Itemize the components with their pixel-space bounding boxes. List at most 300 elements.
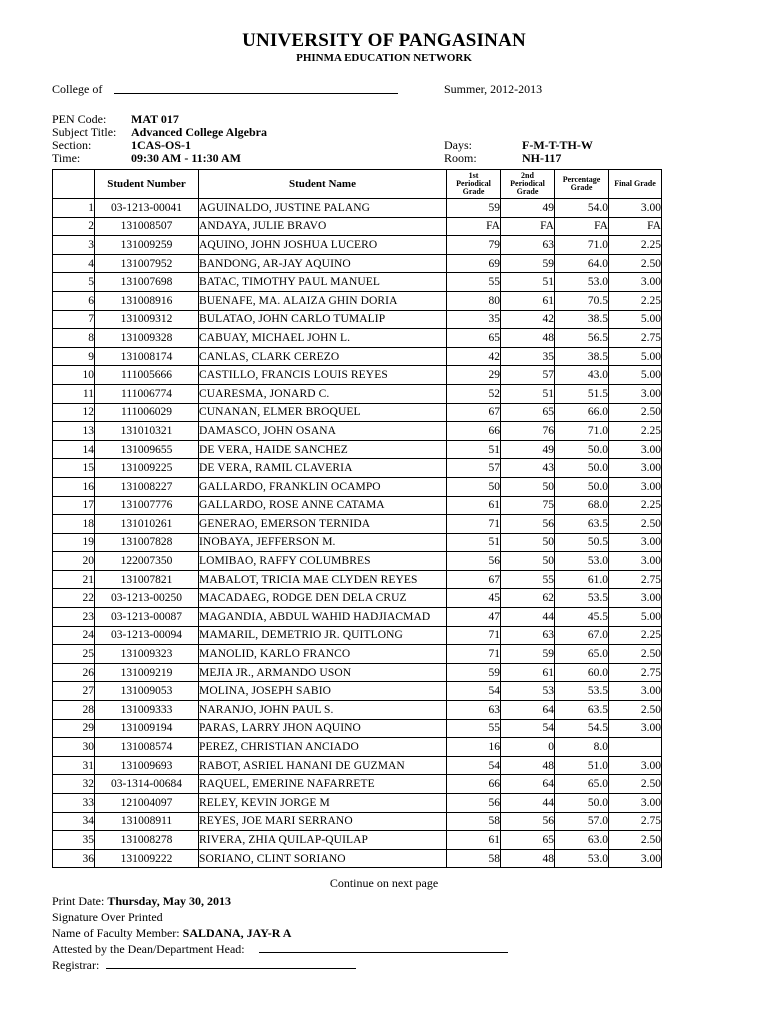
days-value: F-M-T-TH-W xyxy=(522,138,593,152)
first-periodical-grade: 35 xyxy=(447,310,501,329)
second-periodical-grade: 61 xyxy=(501,663,555,682)
table-row xyxy=(53,831,662,850)
row-number: 15 xyxy=(53,459,95,478)
student-name: REYES, JOE MARI SERRANO xyxy=(199,812,447,831)
table-row xyxy=(53,533,662,552)
student-number: 111006774 xyxy=(95,384,199,403)
table-row xyxy=(53,589,662,608)
student-name: MAMARIL, DEMETRIO JR. QUITLONG xyxy=(199,626,447,645)
table-row xyxy=(53,347,662,366)
table-row xyxy=(53,645,662,664)
first-periodical-grade: 54 xyxy=(447,682,501,701)
row-number: 17 xyxy=(53,496,95,515)
student-name: BATAC, TIMOTHY PAUL MANUEL xyxy=(199,273,447,292)
row-number: 7 xyxy=(53,310,95,329)
student-number: 131009333 xyxy=(95,701,199,720)
section-label: Section: xyxy=(52,138,92,152)
subject-title-value: Advanced College Algebra xyxy=(131,125,267,139)
student-name: INOBAYA, JEFFERSON M. xyxy=(199,533,447,552)
first-periodical-grade: 69 xyxy=(447,254,501,273)
table-row xyxy=(53,366,662,385)
table-row xyxy=(53,515,662,534)
table-row xyxy=(53,849,662,868)
second-periodical-grade: 54 xyxy=(501,719,555,738)
percentage-grade: 53.5 xyxy=(555,589,609,608)
percentage-grade: 60.0 xyxy=(555,663,609,682)
pen-code-label: PEN Code: xyxy=(52,112,107,126)
attested-label: Attested by the Dean/Department Head: xyxy=(52,942,245,956)
student-name: CABUAY, MICHAEL JOHN L. xyxy=(199,329,447,348)
first-periodical-grade: 71 xyxy=(447,626,501,645)
student-name: BULATAO, JOHN CARLO TUMALIP xyxy=(199,310,447,329)
percentage-grade: 67.0 xyxy=(555,626,609,645)
table-row xyxy=(53,403,662,422)
student-name: LOMIBAO, RAFFY COLUMBRES xyxy=(199,552,447,571)
row-number: 11 xyxy=(53,384,95,403)
final-grade: 2.25 xyxy=(609,236,662,255)
percentage-grade: 38.5 xyxy=(555,310,609,329)
faculty-line xyxy=(52,926,291,941)
student-number: 131008507 xyxy=(95,217,199,236)
student-number: 131009312 xyxy=(95,310,199,329)
table-row xyxy=(53,477,662,496)
student-name: GALLARDO, FRANKLIN OCAMPO xyxy=(199,477,447,496)
header-first-periodical-line2: Periodical xyxy=(456,179,491,188)
student-number: 111006029 xyxy=(95,403,199,422)
final-grade: 3.00 xyxy=(609,533,662,552)
row-number: 3 xyxy=(53,236,95,255)
row-number: 22 xyxy=(53,589,95,608)
table-row xyxy=(53,199,662,218)
student-name: BANDONG, AR-JAY AQUINO xyxy=(199,254,447,273)
second-periodical-grade: 44 xyxy=(501,794,555,813)
second-periodical-grade: 35 xyxy=(501,347,555,366)
final-grade: 2.75 xyxy=(609,329,662,348)
final-grade: 2.50 xyxy=(609,645,662,664)
row-number: 14 xyxy=(53,440,95,459)
student-number: 03-1213-00094 xyxy=(95,626,199,645)
header-percentage-grade xyxy=(555,170,609,199)
student-number: 131008278 xyxy=(95,831,199,850)
term-label: Summer, 2012-2013 xyxy=(444,82,543,96)
print-date-label: Print Date: xyxy=(52,894,105,908)
first-periodical-grade: 59 xyxy=(447,199,501,218)
student-number: 131009225 xyxy=(95,459,199,478)
second-periodical-grade: 65 xyxy=(501,831,555,850)
final-grade: 3.00 xyxy=(609,552,662,571)
row-number: 16 xyxy=(53,477,95,496)
first-periodical-grade: 51 xyxy=(447,533,501,552)
first-periodical-grade: 65 xyxy=(447,329,501,348)
student-number: 131008911 xyxy=(95,812,199,831)
second-periodical-grade: 64 xyxy=(501,701,555,720)
percentage-grade: 53.0 xyxy=(555,273,609,292)
row-number: 27 xyxy=(53,682,95,701)
table-row xyxy=(53,329,662,348)
second-periodical-grade: 50 xyxy=(501,477,555,496)
student-number: 03-1314-00684 xyxy=(95,775,199,794)
student-number: 131009222 xyxy=(95,849,199,868)
header-student-name: Student Name xyxy=(199,170,447,199)
second-periodical-grade: 48 xyxy=(501,849,555,868)
row-number: 21 xyxy=(53,570,95,589)
first-periodical-grade: 58 xyxy=(447,812,501,831)
student-name: RABOT, ASRIEL HANANI DE GUZMAN xyxy=(199,756,447,775)
first-periodical-grade: 55 xyxy=(447,719,501,738)
percentage-grade: 65.0 xyxy=(555,645,609,664)
student-name: RIVERA, ZHIA QUILAP-QUILAP xyxy=(199,831,447,850)
row-number: 6 xyxy=(53,291,95,310)
row-number: 19 xyxy=(53,533,95,552)
first-periodical-grade: 80 xyxy=(447,291,501,310)
table-row xyxy=(53,626,662,645)
second-periodical-grade: 63 xyxy=(501,236,555,255)
print-date-line xyxy=(52,894,231,909)
final-grade: FA xyxy=(609,217,662,236)
second-periodical-grade: FA xyxy=(501,217,555,236)
second-periodical-grade: 63 xyxy=(501,626,555,645)
student-name: RAQUEL, EMERINE NAFARRETE xyxy=(199,775,447,794)
college-underline xyxy=(114,93,398,94)
table-row xyxy=(53,608,662,627)
first-periodical-grade: 45 xyxy=(447,589,501,608)
table-row xyxy=(53,254,662,273)
student-name: GALLARDO, ROSE ANNE CATAMA xyxy=(199,496,447,515)
first-periodical-grade: 66 xyxy=(447,422,501,441)
percentage-grade: 54.5 xyxy=(555,719,609,738)
second-periodical-grade: 51 xyxy=(501,273,555,292)
second-periodical-grade: 64 xyxy=(501,775,555,794)
student-number: 131007952 xyxy=(95,254,199,273)
student-name: DE VERA, RAMIL CLAVERIA xyxy=(199,459,447,478)
first-periodical-grade: 42 xyxy=(447,347,501,366)
header-second-periodical-line3: Grade xyxy=(516,187,539,196)
table-row xyxy=(53,794,662,813)
percentage-grade: 54.0 xyxy=(555,199,609,218)
row-number: 12 xyxy=(53,403,95,422)
signature-line: Signature Over Printed xyxy=(52,910,163,924)
student-name: MACADAEG, RODGE DEN DELA CRUZ xyxy=(199,589,447,608)
percentage-grade: 8.0 xyxy=(555,738,609,757)
student-name: CUNANAN, ELMER BROQUEL xyxy=(199,403,447,422)
percentage-grade: 66.0 xyxy=(555,403,609,422)
final-grade xyxy=(609,738,662,757)
row-number: 30 xyxy=(53,738,95,757)
student-name: GENERAO, EMERSON TERNIDA xyxy=(199,515,447,534)
row-number: 4 xyxy=(53,254,95,273)
first-periodical-grade: 61 xyxy=(447,496,501,515)
first-periodical-grade: 71 xyxy=(447,515,501,534)
header-first-periodical-line3: Grade xyxy=(462,187,485,196)
header-second-periodical xyxy=(501,170,555,199)
student-name: AQUINO, JOHN JOSHUA LUCERO xyxy=(199,236,447,255)
first-periodical-grade: 67 xyxy=(447,403,501,422)
second-periodical-grade: 49 xyxy=(501,440,555,459)
subject-title-label: Subject Title: xyxy=(52,125,117,139)
student-name: ANDAYA, JULIE BRAVO xyxy=(199,217,447,236)
time-value: 09:30 AM - 11:30 AM xyxy=(131,151,241,165)
percentage-grade: 64.0 xyxy=(555,254,609,273)
final-grade: 3.00 xyxy=(609,682,662,701)
row-number: 1 xyxy=(53,199,95,218)
student-number: 131009194 xyxy=(95,719,199,738)
table-row xyxy=(53,422,662,441)
student-name: MABALOT, TRICIA MAE CLYDEN REYES xyxy=(199,570,447,589)
first-periodical-grade: 50 xyxy=(447,477,501,496)
header-final-grade: Final Grade xyxy=(609,170,662,199)
student-number: 131009219 xyxy=(95,663,199,682)
final-grade: 2.75 xyxy=(609,812,662,831)
pen-code-value: MAT 017 xyxy=(131,112,179,126)
final-grade: 2.25 xyxy=(609,496,662,515)
row-number: 26 xyxy=(53,663,95,682)
final-grade: 2.75 xyxy=(609,570,662,589)
row-number: 20 xyxy=(53,552,95,571)
table-header-row xyxy=(53,170,662,199)
row-number: 36 xyxy=(53,849,95,868)
table-row xyxy=(53,756,662,775)
percentage-grade: FA xyxy=(555,217,609,236)
attested-underline xyxy=(259,952,508,953)
first-periodical-grade: 52 xyxy=(447,384,501,403)
final-grade: 5.00 xyxy=(609,608,662,627)
row-number: 13 xyxy=(53,422,95,441)
final-grade: 3.00 xyxy=(609,756,662,775)
student-number: 03-1213-00250 xyxy=(95,589,199,608)
second-periodical-grade: 65 xyxy=(501,403,555,422)
percentage-grade: 65.0 xyxy=(555,775,609,794)
final-grade: 2.50 xyxy=(609,775,662,794)
student-number: 131008574 xyxy=(95,738,199,757)
second-periodical-grade: 75 xyxy=(501,496,555,515)
first-periodical-grade: 56 xyxy=(447,552,501,571)
student-number: 131007776 xyxy=(95,496,199,515)
percentage-grade: 51.0 xyxy=(555,756,609,775)
section-value: 1CAS-OS-1 xyxy=(131,138,192,152)
first-periodical-grade: 54 xyxy=(447,756,501,775)
first-periodical-grade: 66 xyxy=(447,775,501,794)
table-row xyxy=(53,682,662,701)
first-periodical-grade: 71 xyxy=(447,645,501,664)
final-grade: 3.00 xyxy=(609,719,662,738)
time-label: Time: xyxy=(52,151,81,165)
row-number: 31 xyxy=(53,756,95,775)
continue-note: Continue on next page xyxy=(329,876,439,890)
table-row xyxy=(53,440,662,459)
second-periodical-grade: 61 xyxy=(501,291,555,310)
header-percentage-line2: Grade xyxy=(570,183,593,192)
first-periodical-grade: 51 xyxy=(447,440,501,459)
percentage-grade: 45.5 xyxy=(555,608,609,627)
first-periodical-grade: 61 xyxy=(447,831,501,850)
student-number: 03-1213-00087 xyxy=(95,608,199,627)
second-periodical-grade: 48 xyxy=(501,329,555,348)
student-number: 122007350 xyxy=(95,552,199,571)
table-row xyxy=(53,217,662,236)
second-periodical-grade: 53 xyxy=(501,682,555,701)
table-row xyxy=(53,701,662,720)
header-first-periodical-line1: 1st xyxy=(468,171,479,180)
final-grade: 2.50 xyxy=(609,254,662,273)
row-number: 33 xyxy=(53,794,95,813)
percentage-grade: 61.0 xyxy=(555,570,609,589)
row-number: 35 xyxy=(53,831,95,850)
second-periodical-grade: 56 xyxy=(501,515,555,534)
final-grade: 3.00 xyxy=(609,459,662,478)
grades-table-body xyxy=(53,199,662,868)
table-row xyxy=(53,236,662,255)
faculty-name: SALDANA, JAY-R A xyxy=(182,926,292,940)
student-number: 131009693 xyxy=(95,756,199,775)
second-periodical-grade: 59 xyxy=(501,645,555,664)
header-second-periodical-line2: Periodical xyxy=(510,179,545,188)
first-periodical-grade: 56 xyxy=(447,794,501,813)
second-periodical-grade: 49 xyxy=(501,199,555,218)
final-grade: 2.50 xyxy=(609,831,662,850)
row-number: 32 xyxy=(53,775,95,794)
second-periodical-grade: 44 xyxy=(501,608,555,627)
table-row xyxy=(53,273,662,292)
percentage-grade: 50.0 xyxy=(555,459,609,478)
first-periodical-grade: 58 xyxy=(447,849,501,868)
student-number: 131010261 xyxy=(95,515,199,534)
percentage-grade: 50.5 xyxy=(555,533,609,552)
faculty-label: Name of Faculty Member: xyxy=(52,926,180,940)
percentage-grade: 53.5 xyxy=(555,682,609,701)
table-row xyxy=(53,552,662,571)
row-number: 10 xyxy=(53,366,95,385)
row-number: 2 xyxy=(53,217,95,236)
second-periodical-grade: 59 xyxy=(501,254,555,273)
final-grade: 3.00 xyxy=(609,794,662,813)
header-second-periodical-line1: 2nd xyxy=(521,171,534,180)
student-number: 131009328 xyxy=(95,329,199,348)
student-number: 131007828 xyxy=(95,533,199,552)
table-row xyxy=(53,310,662,329)
final-grade: 2.75 xyxy=(609,663,662,682)
university-title: UNIVERSITY OF PANGASINAN xyxy=(242,30,526,51)
final-grade: 3.00 xyxy=(609,849,662,868)
table-row xyxy=(53,459,662,478)
student-name: SORIANO, CLINT SORIANO xyxy=(199,849,447,868)
final-grade: 5.00 xyxy=(609,310,662,329)
second-periodical-grade: 51 xyxy=(501,384,555,403)
first-periodical-grade: FA xyxy=(447,217,501,236)
final-grade: 2.25 xyxy=(609,291,662,310)
registrar-underline xyxy=(106,968,356,969)
percentage-grade: 68.0 xyxy=(555,496,609,515)
table-row xyxy=(53,719,662,738)
percentage-grade: 57.0 xyxy=(555,812,609,831)
student-name: PEREZ, CHRISTIAN ANCIADO xyxy=(199,738,447,757)
student-name: MANOLID, KARLO FRANCO xyxy=(199,645,447,664)
student-number: 131008227 xyxy=(95,477,199,496)
registrar-label: Registrar: xyxy=(52,958,100,972)
final-grade: 3.00 xyxy=(609,273,662,292)
student-number: 131009053 xyxy=(95,682,199,701)
percentage-grade: 63.5 xyxy=(555,515,609,534)
first-periodical-grade: 63 xyxy=(447,701,501,720)
percentage-grade: 63.0 xyxy=(555,831,609,850)
header-percentage-line1: Percentage xyxy=(562,175,601,184)
table-row xyxy=(53,291,662,310)
student-name: PARAS, LARRY JHON AQUINO xyxy=(199,719,447,738)
first-periodical-grade: 47 xyxy=(447,608,501,627)
final-grade: 3.00 xyxy=(609,440,662,459)
percentage-grade: 50.0 xyxy=(555,440,609,459)
college-label: College of xyxy=(52,82,103,96)
second-periodical-grade: 42 xyxy=(501,310,555,329)
table-row xyxy=(53,496,662,515)
second-periodical-grade: 76 xyxy=(501,422,555,441)
final-grade: 2.25 xyxy=(609,422,662,441)
student-name: RELEY, KEVIN JORGE M xyxy=(199,794,447,813)
first-periodical-grade: 29 xyxy=(447,366,501,385)
student-name: DE VERA, HAIDE SANCHEZ xyxy=(199,440,447,459)
student-name: AGUINALDO, JUSTINE PALANG xyxy=(199,199,447,218)
percentage-grade: 51.5 xyxy=(555,384,609,403)
final-grade: 3.00 xyxy=(609,384,662,403)
final-grade: 3.00 xyxy=(609,589,662,608)
second-periodical-grade: 55 xyxy=(501,570,555,589)
percentage-grade: 50.0 xyxy=(555,794,609,813)
percentage-grade: 56.5 xyxy=(555,329,609,348)
student-name: CUARESMA, JONARD C. xyxy=(199,384,447,403)
student-name: BUENAFE, MA. ALAIZA GHIN DORIA xyxy=(199,291,447,310)
table-row xyxy=(53,570,662,589)
student-name: MOLINA, JOSEPH SABIO xyxy=(199,682,447,701)
room-label: Room: xyxy=(444,151,477,165)
row-number: 34 xyxy=(53,812,95,831)
header-row-number xyxy=(53,170,95,199)
percentage-grade: 63.5 xyxy=(555,701,609,720)
final-grade: 2.50 xyxy=(609,701,662,720)
table-row xyxy=(53,384,662,403)
final-grade: 3.00 xyxy=(609,477,662,496)
row-number: 25 xyxy=(53,645,95,664)
final-grade: 5.00 xyxy=(609,366,662,385)
second-periodical-grade: 50 xyxy=(501,552,555,571)
second-periodical-grade: 57 xyxy=(501,366,555,385)
student-number: 03-1213-00041 xyxy=(95,199,199,218)
first-periodical-grade: 67 xyxy=(447,570,501,589)
first-periodical-grade: 79 xyxy=(447,236,501,255)
student-number: 131007821 xyxy=(95,570,199,589)
second-periodical-grade: 48 xyxy=(501,756,555,775)
student-number: 131010321 xyxy=(95,422,199,441)
final-grade: 2.50 xyxy=(609,515,662,534)
student-name: MAGANDIA, ABDUL WAHID HADJIACMAD xyxy=(199,608,447,627)
first-periodical-grade: 55 xyxy=(447,273,501,292)
student-name: NARANJO, JOHN PAUL S. xyxy=(199,701,447,720)
table-row xyxy=(53,738,662,757)
student-name: CASTILLO, FRANCIS LOUIS REYES xyxy=(199,366,447,385)
student-number: 131009323 xyxy=(95,645,199,664)
second-periodical-grade: 0 xyxy=(501,738,555,757)
student-name: DAMASCO, JOHN OSANA xyxy=(199,422,447,441)
second-periodical-grade: 56 xyxy=(501,812,555,831)
student-number: 111005666 xyxy=(95,366,199,385)
row-number: 24 xyxy=(53,626,95,645)
percentage-grade: 71.0 xyxy=(555,422,609,441)
second-periodical-grade: 62 xyxy=(501,589,555,608)
row-number: 23 xyxy=(53,608,95,627)
days-label: Days: xyxy=(444,138,472,152)
student-number: 131008916 xyxy=(95,291,199,310)
student-name: CANLAS, CLARK CEREZO xyxy=(199,347,447,366)
percentage-grade: 43.0 xyxy=(555,366,609,385)
percentage-grade: 50.0 xyxy=(555,477,609,496)
